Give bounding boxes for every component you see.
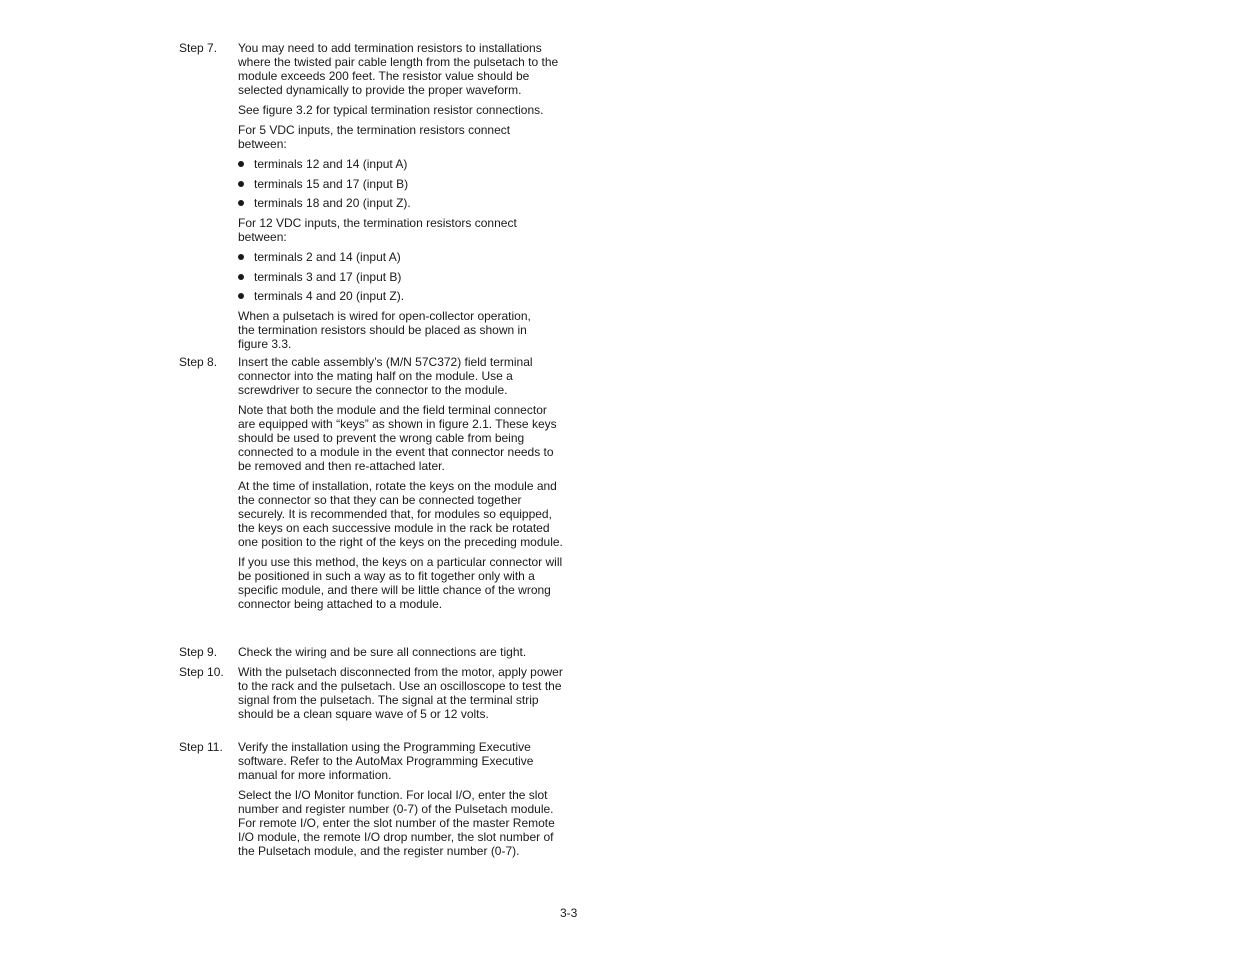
paragraph: Insert the cable assembly’s (M/N 57C372) field terminal connector into the mating half on the module. Use a screwdriver to secure the connector to the module.	[238, 355, 533, 397]
list-item: terminals 2 and 14 (input A)	[238, 250, 568, 264]
paragraph: Note that both the module and the field terminal connector are equipped with “keys” as shown in figure 2.1. These keys should be used to prevent the wrong cable from being connected to a module in the event that connector needs to be removed and then re-attached later.	[238, 403, 557, 473]
list-item: terminals 3 and 17 (input B)	[238, 270, 568, 284]
step-7	[179, 41, 579, 357]
bullet-list-12vdc	[238, 250, 568, 303]
list-item: terminals 4 and 20 (input Z).	[238, 289, 568, 303]
step-label: Step 9.	[179, 645, 218, 659]
step-body	[238, 665, 568, 721]
paragraph: When a pulsetach is wired for open-collector operation, the termination resistors should be placed as shown in figure 3.3.	[238, 309, 531, 351]
paragraph: Verify the installation using the Programming Executive software. Refer to the AutoMax Programming Executive manual for more information.	[238, 740, 534, 782]
step-label: Step 7.	[179, 41, 218, 55]
step-body	[238, 740, 568, 858]
paragraph: If you use this method, the keys on a particular connector will be positioned in such a way as to fit together only with a specific module, and there will be little chance of the wrong connector being attached to a module.	[238, 555, 563, 611]
step-label: Step 8.	[179, 355, 218, 369]
paragraph: At the time of installation, rotate the keys on the module and the connector so that they can be connected together securely. It is recommended that, for modules so equipped, the keys on each successive module in the rack be rotated one position to the right of the keys on the preceding module.	[238, 479, 563, 549]
page-number: 3-3	[560, 906, 578, 920]
step-body	[238, 41, 568, 351]
step-body	[238, 645, 568, 659]
step-body	[238, 355, 568, 611]
paragraph: For 5 VDC inputs, the termination resistors connect between:	[238, 123, 511, 151]
paragraph: For 12 VDC inputs, the termination resistors connect between:	[238, 216, 517, 244]
step-11	[179, 740, 579, 864]
paragraph: Check the wiring and be sure all connections are tight.	[238, 645, 527, 659]
step-8	[179, 355, 579, 617]
list-item: terminals 18 and 20 (input Z).	[238, 196, 568, 210]
list-item: terminals 12 and 14 (input A)	[238, 157, 568, 171]
paragraph: Select the I/O Monitor function. For local I/O, enter the slot number and register number (0-7) of the Pulsetach module. For remote I/O, enter the slot number of the master Remote I/O module, the remote I/O drop number, the slot number of the Pulsetach module, and the register number (0-7).	[238, 788, 555, 858]
paragraph: See figure 3.2 for typical termination resistor connections.	[238, 103, 544, 117]
bullet-list-5vdc	[238, 157, 568, 210]
step-label: Step 10.	[179, 665, 224, 679]
step-label: Step 11.	[179, 740, 223, 754]
step-9	[179, 645, 579, 665]
list-item: terminals 15 and 17 (input B)	[238, 177, 568, 191]
paragraph: With the pulsetach disconnected from the motor, apply power to the rack and the pulsetach. Use an oscilloscope to test the signal from the pulsetach. The signal at the terminal strip should be a clean square wave of 5 or 12 volts.	[238, 665, 563, 721]
paragraph: You may need to add termination resistors to installations where the twisted pair cable length from the pulsetach to the module exceeds 200 feet. The resistor value should be selected dynamically to provide the proper waveform.	[238, 41, 559, 97]
step-10	[179, 665, 579, 727]
